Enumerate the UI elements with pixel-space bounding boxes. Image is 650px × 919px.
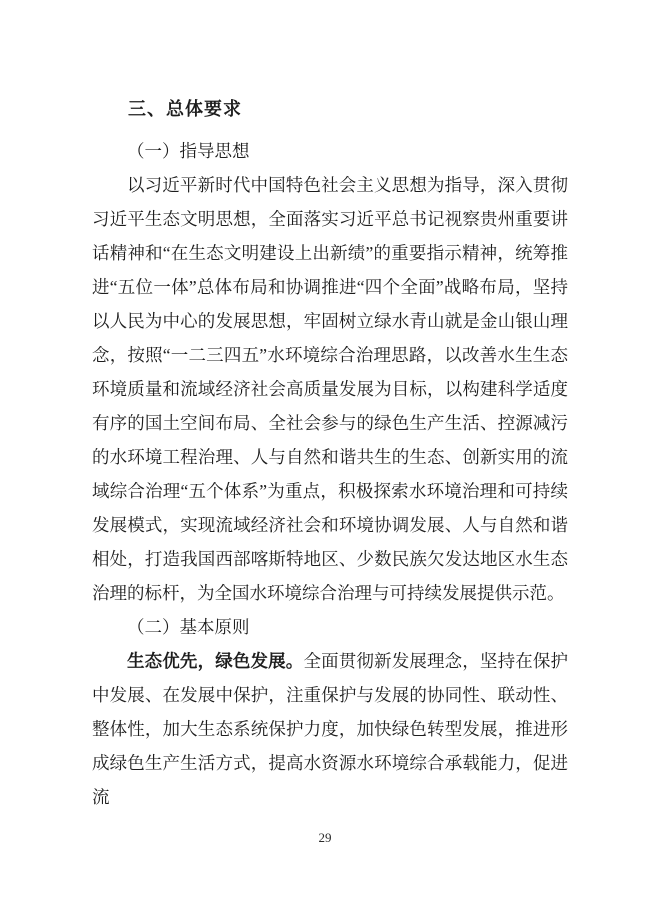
paragraph-text: 以习近平新时代中国特色社会主义思想为指导，深入贯彻习近平生态文明思想，全面落实习近平总书记视察贵州重要讲话精神和“在生态文明建设上出新绩”的重要指示精神，统筹推进“五位一体”总体布局和协调推进“四个全面”战略布局，坚持以人民为中心的发展思想，牢固树立绿水青山就是金山银山理念，按照“一二三四五”水环境综合治理思路，以改善水生生态环境质量和流域经济社会高质量发展为目标，以构建科学适度有序的国土空间布局、全社会参与的绿色生产生活、控源减污的水环境工程治理、人与自然和谐共生的生态、创新实用的流域综合治理“五个体系”为重点，积极探索水环境治理和可持续发展模式，实现流域经济社会和环境协调发展、人与自然和谐相处，打造我国西部喀斯特地区、少数民族欠发达地区水生态治理的标杆，为全国水环境综合治理与可持续发展提供示范。 [92,175,568,603]
subsection-heading-basic-principles: （二）基本原则 [127,617,250,637]
paragraph-text: 全面贯彻新发展理念，坚持在保护中发展、在发展中保护，注重保护与发展的协同性、联动性、整体性，加大生态系统保护力度，加快绿色转型发展，推进形成绿色生产生活方式，提高水资源水环境综合承载能力，促进流 [92,651,569,807]
subsection-basic-principles [92,610,568,814]
subsection-heading-guiding-ideology: （一）指导思想 [127,141,250,161]
page-number: 29 [318,830,332,845]
section-title: 三、总体要求 [128,99,242,119]
paragraph-guiding-ideology [92,168,568,610]
paragraph-lead: 生态优先，绿色发展。 [127,651,304,671]
subsection-guiding-ideology [92,134,568,610]
paragraph-basic-principles [92,644,568,814]
